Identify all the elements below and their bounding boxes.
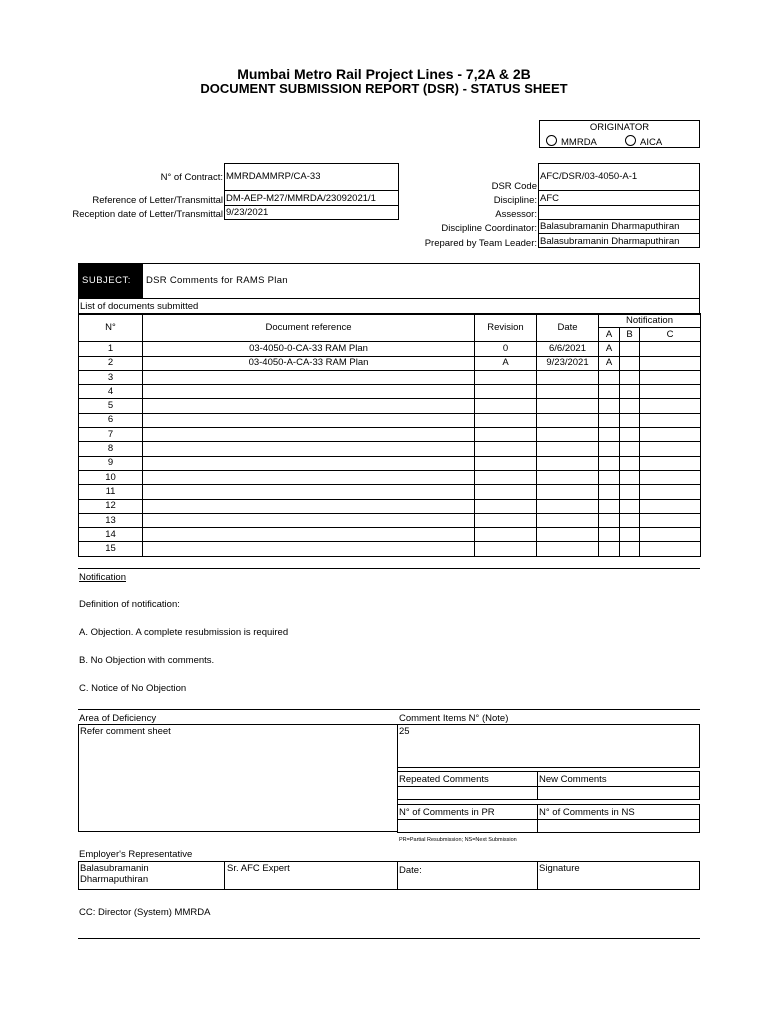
cell-ref (143, 399, 475, 413)
cell-date (537, 399, 599, 413)
cell-c (640, 342, 701, 356)
table-row (79, 385, 701, 399)
cell-b (620, 342, 640, 356)
divider (78, 938, 700, 939)
ns-comments-label: N° of Comments in NS (539, 807, 635, 818)
page-title: Mumbai Metro Rail Project Lines - 7,2A & 2B (237, 66, 531, 82)
cell-no: 5 (79, 399, 143, 413)
originator-option-mmrda[interactable]: MMRDA (546, 135, 597, 148)
cell-date (537, 499, 599, 513)
cell-rev (475, 442, 537, 456)
cell-a: A (599, 342, 620, 356)
cell-b (620, 542, 640, 556)
cell-date (537, 385, 599, 399)
reception-label: Reception date of Letter/Transmittal (72, 209, 223, 220)
cell-b (620, 499, 640, 513)
divider (224, 205, 399, 206)
table-row (79, 442, 701, 456)
cell-no: 4 (79, 385, 143, 399)
divider (397, 819, 700, 820)
cell-date: 9/23/2021 (537, 356, 599, 370)
divider (538, 233, 700, 234)
dsr-code-value: AFC/DSR/03-4050-A-1 (540, 171, 638, 182)
cell-date (537, 528, 599, 542)
contract-value: MMRDAMMRP/CA-33 (226, 171, 321, 182)
cell-a (599, 528, 620, 542)
col-header-no: N° (79, 314, 143, 342)
table-row (79, 428, 701, 442)
contract-label: N° of Contract: (160, 172, 223, 183)
originator-label: ORIGINATOR (589, 122, 650, 133)
cell-date (537, 456, 599, 470)
col-header-c: C (640, 328, 701, 342)
footnote: PR=Partial Resubmission; NS=Next Submission (399, 837, 517, 843)
employer-name-line1: Balasubramanin (80, 863, 149, 874)
cell-rev (475, 542, 537, 556)
date-label: Date: (399, 865, 422, 876)
cell-rev (475, 513, 537, 527)
cell-rev (475, 370, 537, 384)
prepared-label: Prepared by Team Leader: (424, 238, 537, 249)
notification-heading: Notification (79, 572, 126, 583)
page-subtitle: DOCUMENT SUBMISSION REPORT (DSR) - STATUS SHEET (200, 81, 568, 96)
cell-no: 10 (79, 470, 143, 484)
repeated-comments-label: Repeated Comments (399, 774, 489, 785)
cell-ref (143, 485, 475, 499)
cell-no: 8 (79, 442, 143, 456)
cell-a (599, 385, 620, 399)
cell-ref (143, 542, 475, 556)
divider (224, 190, 399, 191)
cell-c (640, 470, 701, 484)
table-row (79, 456, 701, 470)
comment-items-label: Comment Items N° (Note) (399, 713, 509, 724)
cell-c (640, 413, 701, 427)
cell-b (620, 456, 640, 470)
notification-c: C. Notice of No Objection (79, 683, 187, 694)
table-row (79, 499, 701, 513)
cell-ref (143, 442, 475, 456)
area-deficiency-value: Refer comment sheet (80, 726, 171, 737)
cell-c (640, 542, 701, 556)
originator-option-aica[interactable]: AICA (625, 135, 662, 148)
cell-no: 13 (79, 513, 143, 527)
cell-a (599, 456, 620, 470)
pr-comments-label: N° of Comments in PR (399, 807, 495, 818)
cell-a (599, 442, 620, 456)
divider (538, 205, 700, 206)
divider (224, 861, 225, 890)
comment-items-value: 25 (399, 726, 410, 737)
cell-a (599, 413, 620, 427)
cell-c (640, 528, 701, 542)
divider (397, 861, 398, 890)
col-header-date: Date (537, 314, 599, 342)
reception-value: 9/23/2021 (226, 207, 269, 218)
table-row (79, 485, 701, 499)
table-row (79, 470, 701, 484)
table-row (79, 356, 701, 370)
cell-no: 12 (79, 499, 143, 513)
prepared-value: Balasubramanin Dharmaputhiran (540, 236, 680, 247)
notification-a: A. Objection. A complete resubmission is required (79, 627, 289, 638)
table-row (79, 342, 701, 356)
col-header-notification: Notification (599, 314, 701, 328)
table-row (79, 413, 701, 427)
dsr-code-label: DSR Code (491, 181, 537, 192)
col-header-a: A (599, 328, 620, 342)
cell-c (640, 499, 701, 513)
divider (538, 219, 700, 220)
cell-a (599, 428, 620, 442)
coordinator-value: Balasubramanin Dharmaputhiran (540, 221, 680, 232)
cell-a (599, 370, 620, 384)
cell-rev (475, 485, 537, 499)
radio-icon[interactable] (546, 135, 557, 146)
documents-list-label: List of documents submitted (80, 301, 199, 312)
assessor-label: Assessor: (495, 209, 537, 220)
cell-b (620, 399, 640, 413)
cell-b (620, 485, 640, 499)
documents-table (78, 313, 701, 557)
table-row (79, 528, 701, 542)
cell-a (599, 399, 620, 413)
discipline-label: Discipline: (493, 195, 537, 206)
cell-no: 1 (79, 342, 143, 356)
reference-label: Reference of Letter/Transmittal (92, 195, 223, 206)
notification-definition: Definition of notification: (79, 599, 180, 610)
cell-rev (475, 499, 537, 513)
cell-ref (143, 413, 475, 427)
employer-label: Employer's Representative (79, 849, 193, 860)
cell-rev: A (475, 356, 537, 370)
cell-rev (475, 456, 537, 470)
originator-box (539, 120, 700, 148)
signature-label: Signature (539, 863, 580, 874)
cell-c (640, 513, 701, 527)
cell-rev (475, 470, 537, 484)
employer-box (78, 861, 700, 890)
cell-date (537, 542, 599, 556)
cell-date (537, 485, 599, 499)
col-header-revision: Revision (475, 314, 537, 342)
comment-items-box (397, 724, 700, 768)
divider (78, 298, 700, 299)
cell-date (537, 413, 599, 427)
cell-c (640, 485, 701, 499)
table-row (79, 542, 701, 556)
radio-icon[interactable] (625, 135, 636, 146)
cell-rev (475, 428, 537, 442)
new-comments-label: New Comments (539, 774, 607, 785)
cell-no: 2 (79, 356, 143, 370)
cell-b (620, 442, 640, 456)
reference-value: DM-AEP-M27/MMRDA/23092021/1 (226, 193, 376, 204)
cell-ref (143, 456, 475, 470)
cell-a (599, 470, 620, 484)
cell-rev (475, 399, 537, 413)
cell-date (537, 370, 599, 384)
cell-no: 15 (79, 542, 143, 556)
divider (537, 861, 538, 890)
coordinator-label: Discipline Coordinator: (441, 223, 537, 234)
cell-no: 3 (79, 370, 143, 384)
discipline-value: AFC (540, 193, 559, 204)
notification-b: B. No Objection with comments. (79, 655, 215, 666)
cell-c (640, 399, 701, 413)
cell-no: 7 (79, 428, 143, 442)
divider (397, 786, 700, 787)
cell-no: 9 (79, 456, 143, 470)
cell-date (537, 428, 599, 442)
cell-a (599, 542, 620, 556)
area-deficiency-label: Area of Deficiency (79, 713, 157, 724)
cell-ref: 03-4050-0-CA-33 RAM Plan (143, 342, 475, 356)
cell-rev (475, 528, 537, 542)
cell-b (620, 370, 640, 384)
cell-a: A (599, 356, 620, 370)
cell-rev: 0 (475, 342, 537, 356)
table-row (79, 513, 701, 527)
cell-ref (143, 513, 475, 527)
cell-no: 11 (79, 485, 143, 499)
cell-c (640, 442, 701, 456)
table-header-row (79, 314, 701, 328)
cell-ref (143, 428, 475, 442)
cell-b (620, 385, 640, 399)
employer-name-line2: Dharmaputhiran (80, 874, 149, 885)
cell-ref: 03-4050-A-CA-33 RAM Plan (143, 356, 475, 370)
area-deficiency-box (78, 724, 398, 832)
cell-b (620, 428, 640, 442)
cell-ref (143, 470, 475, 484)
cell-no: 14 (79, 528, 143, 542)
cell-a (599, 485, 620, 499)
cell-c (640, 356, 701, 370)
subject-value: DSR Comments for RAMS Plan (146, 275, 288, 286)
cell-c (640, 385, 701, 399)
cell-b (620, 470, 640, 484)
table-row (79, 399, 701, 413)
cell-ref (143, 499, 475, 513)
cell-ref (143, 385, 475, 399)
cell-ref (143, 370, 475, 384)
cell-b (620, 413, 640, 427)
cell-b (620, 528, 640, 542)
cell-date (537, 442, 599, 456)
cell-rev (475, 413, 537, 427)
col-header-reference: Document reference (143, 314, 475, 342)
subject-label: SUBJECT: (82, 275, 131, 286)
cell-b (620, 513, 640, 527)
cell-a (599, 513, 620, 527)
cell-date (537, 470, 599, 484)
cell-c (640, 370, 701, 384)
cell-c (640, 456, 701, 470)
cell-a (599, 499, 620, 513)
cell-b (620, 356, 640, 370)
divider (78, 568, 700, 569)
cc-line: CC: Director (System) MMRDA (79, 907, 211, 918)
divider (538, 190, 700, 191)
cell-c (640, 428, 701, 442)
cell-date (537, 513, 599, 527)
employer-role: Sr. AFC Expert (227, 863, 290, 874)
table-row (79, 370, 701, 384)
cell-rev (475, 385, 537, 399)
cell-ref (143, 528, 475, 542)
divider (78, 709, 700, 710)
col-header-b: B (620, 328, 640, 342)
cell-date: 6/6/2021 (537, 342, 599, 356)
cell-no: 6 (79, 413, 143, 427)
